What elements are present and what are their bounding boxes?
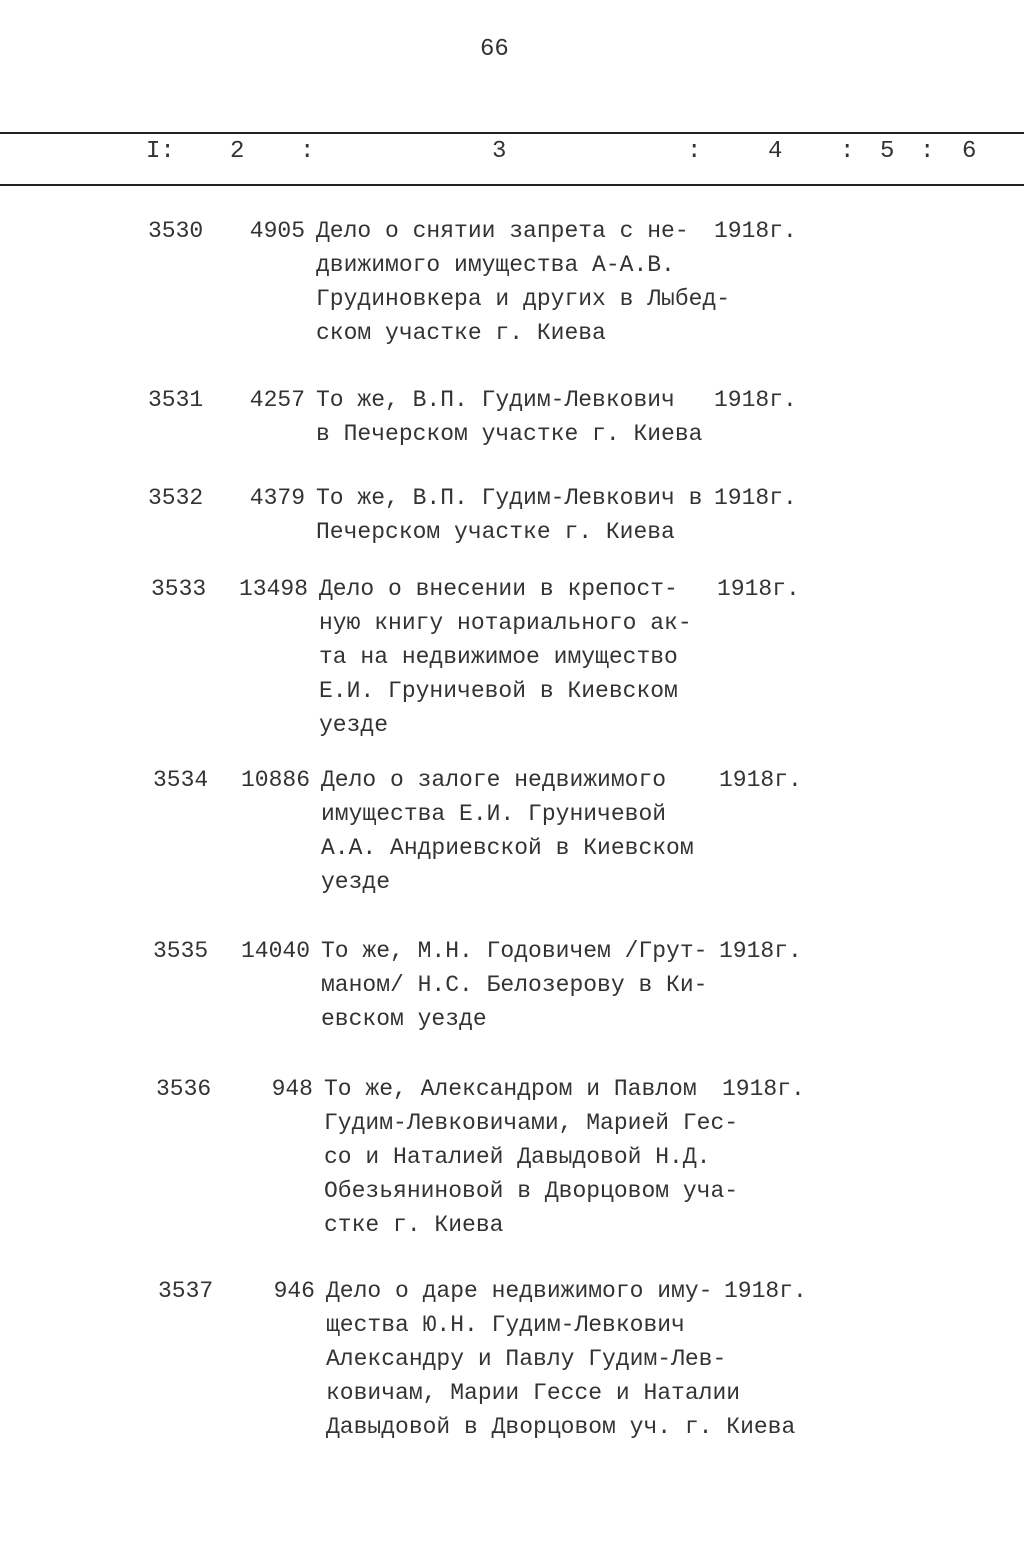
description-line: Дело о снятии запрета с не- <box>316 218 689 244</box>
description-line: евском уезде <box>321 1006 487 1032</box>
record-description <box>316 481 702 549</box>
description-line: движимого имущества А-А.В. <box>316 252 675 278</box>
record-number: 3532 <box>148 485 204 511</box>
description-line: та на недвижимое имущество <box>319 644 678 670</box>
description-line: Грудиновкера и других в Лыбед- <box>316 286 731 312</box>
description-line: маном/ Н.С. Белозерову в Ки- <box>321 972 708 998</box>
header-top-rule <box>0 132 1024 134</box>
col-header-2: 2 <box>230 138 245 165</box>
record-number: 3534 <box>153 767 209 793</box>
record-number: 3533 <box>151 576 207 602</box>
inventory-number: 14040 <box>240 938 310 964</box>
description-line: Давыдовой в Дворцовом уч. г. Киева <box>326 1414 796 1440</box>
description-line: Обезьяниновой в Дворцовом уча- <box>324 1178 739 1204</box>
record-year: 1918г. <box>714 485 797 511</box>
col-sep: : <box>840 138 855 165</box>
inventory-number: 10886 <box>240 767 310 793</box>
col-header-5: 5 <box>880 138 895 165</box>
col-sep: : <box>920 138 935 165</box>
inventory-number: 946 <box>273 1278 315 1304</box>
record-year: 1918г. <box>719 767 802 793</box>
record-number: 3530 <box>148 218 204 244</box>
description-line: ском участке г. Киева <box>316 320 606 346</box>
description-line: щества Ю.Н. Гудим-Левкович <box>326 1312 685 1338</box>
description-line: Александру и Павлу Гудим-Лев- <box>326 1346 727 1372</box>
record-description <box>324 1072 738 1242</box>
description-line: Дело о залоге недвижимого <box>321 767 667 793</box>
record-description <box>319 572 692 742</box>
record-description <box>316 214 730 350</box>
col-header-4: 4 <box>768 138 783 165</box>
record-description <box>321 934 707 1036</box>
description-line: уезде <box>321 869 391 895</box>
inventory-number: 948 <box>271 1076 313 1102</box>
description-line: Гудим-Левковичами, Марией Гес- <box>324 1110 739 1136</box>
record-description <box>316 383 702 451</box>
description-line: ковичам, Марии Гессе и Наталии <box>326 1380 741 1406</box>
description-line: уезде <box>319 712 389 738</box>
record-year: 1918г. <box>717 576 800 602</box>
description-line: То же, В.П. Гудим-Левкович <box>316 387 675 413</box>
record-year: 1918г. <box>714 387 797 413</box>
record-description <box>321 763 694 899</box>
description-line: То же, В.П. Гудим-Левкович в <box>316 485 703 511</box>
record-number: 3536 <box>156 1076 212 1102</box>
description-line: То же, М.Н. Годовичем /Грут- <box>321 938 708 964</box>
description-line: ную книгу нотариального ак- <box>319 610 692 636</box>
record-year: 1918г. <box>722 1076 805 1102</box>
col-header-6: 6 <box>962 138 977 165</box>
description-line: Печерском участке г. Киева <box>316 519 675 545</box>
page-number: 66 <box>480 36 509 63</box>
inventory-number: 4905 <box>249 218 305 244</box>
inventory-number: 4257 <box>249 387 305 413</box>
record-number: 3531 <box>148 387 204 413</box>
col-header-3: 3 <box>492 138 507 165</box>
record-year: 1918г. <box>719 938 802 964</box>
record-number: 3535 <box>153 938 209 964</box>
header-bottom-rule <box>0 184 1024 186</box>
record-year: 1918г. <box>724 1278 807 1304</box>
description-line: То же, Александром и Павлом <box>324 1076 697 1102</box>
description-line: со и Наталией Давыдовой Н.Д. <box>324 1144 711 1170</box>
description-line: Дело о даре недвижимого иму- <box>326 1278 713 1304</box>
col-sep: : <box>687 138 702 165</box>
col-header-1: I: <box>146 138 175 165</box>
description-line: А.А. Андриевской в Киевском <box>321 835 694 861</box>
description-line: в Печерском участке г. Киева <box>316 421 703 447</box>
inventory-number: 13498 <box>238 576 308 602</box>
description-line: Дело о внесении в крепост- <box>319 576 678 602</box>
description-line: Е.И. Груничевой в Киевском <box>319 678 678 704</box>
inventory-number: 4379 <box>249 485 305 511</box>
col-sep: : <box>300 138 315 165</box>
description-line: имущества Е.И. Груничевой <box>321 801 667 827</box>
record-year: 1918г. <box>714 218 797 244</box>
description-line: стке г. Киева <box>324 1212 504 1238</box>
record-number: 3537 <box>158 1278 214 1304</box>
